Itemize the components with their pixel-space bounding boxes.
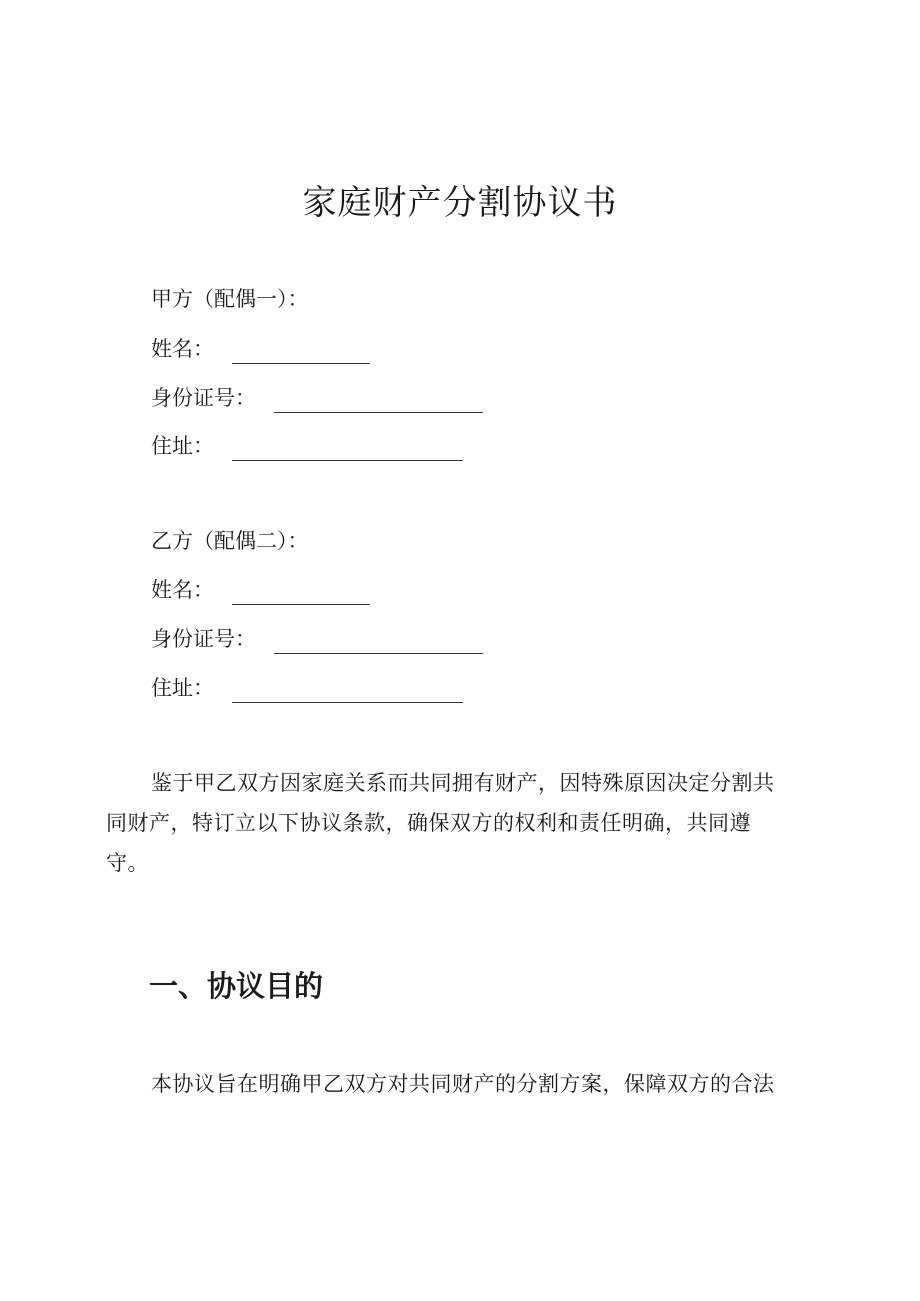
party-b-address-label: 住址： [151, 676, 214, 700]
document-title: 家庭财产分割协议书 [302, 183, 618, 223]
party-b-header: 乙方（配偶二）： [151, 529, 309, 553]
party-b-id-row [151, 624, 483, 654]
party-a-address-row [151, 431, 463, 461]
party-a-header: 甲方（配偶一）： [151, 287, 309, 311]
section-1-paragraph [106, 1064, 846, 1104]
preamble-line-2: 同财产，特订立以下协议条款，确保双方的权利和责任明确，共同遵 [106, 811, 751, 835]
party-b-address-row [151, 673, 463, 703]
party-a-id-label: 身份证号： [151, 386, 256, 410]
party-a-address-blank [232, 438, 463, 461]
party-a-name-row [151, 334, 370, 364]
party-a-id-row [151, 383, 483, 413]
party-a-id-blank [274, 390, 483, 413]
party-a-address-label: 住址： [151, 434, 214, 458]
party-a-name-label: 姓名： [151, 337, 214, 361]
section-1-line-1: 本协议旨在明确甲乙双方对共同财产的分割方案，保障双方的合法 [151, 1072, 775, 1096]
party-b-name-label: 姓名： [151, 578, 214, 602]
party-b-address-blank [232, 680, 463, 703]
party-b-id-label: 身份证号： [151, 627, 256, 651]
section-1-heading: 一、协议目的 [149, 969, 324, 1003]
preamble-line-1: 鉴于甲乙双方因家庭关系而共同拥有财产，因特殊原因决定分割共 [151, 771, 775, 795]
preamble-line-3: 守。 [106, 851, 149, 875]
party-b-name-row [151, 575, 370, 605]
party-b-id-blank [274, 631, 483, 654]
party-b-name-blank [232, 582, 370, 605]
party-a-name-blank [232, 341, 370, 364]
preamble-paragraph [106, 763, 846, 883]
